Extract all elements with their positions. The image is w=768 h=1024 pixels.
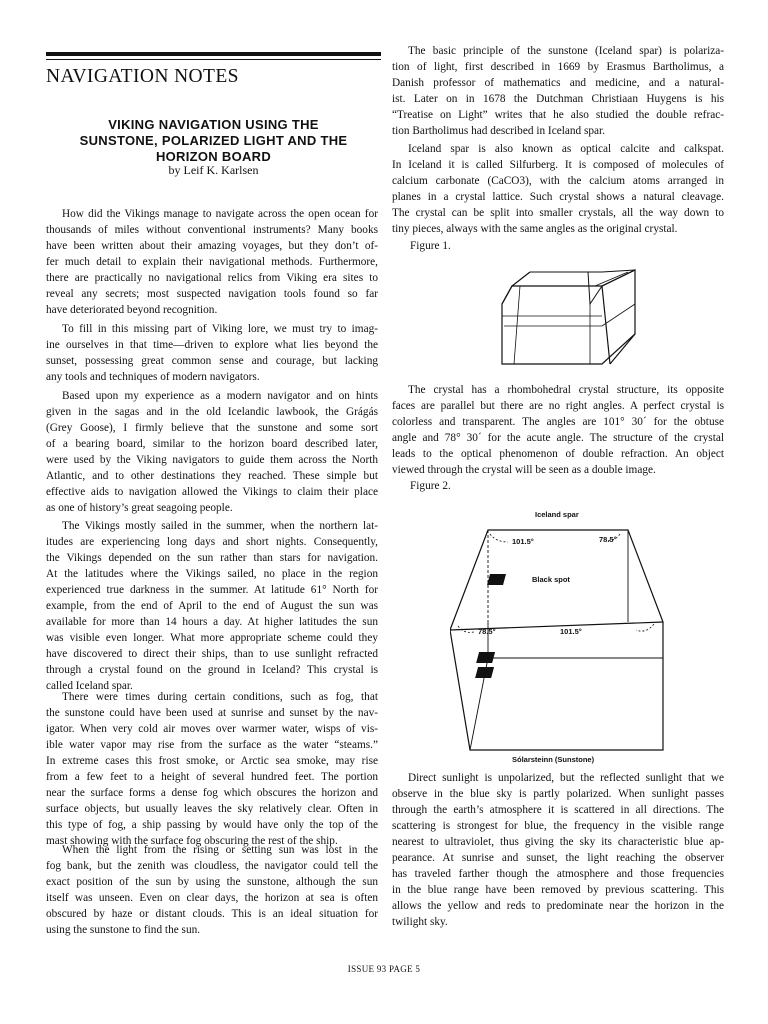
article-title-line: VIKING NAVIGATION USING THE bbox=[108, 117, 319, 132]
text-line: viewed through the crystal will be seen as a double image. bbox=[392, 464, 656, 476]
text-line: Based upon my experience as a modern navigator and on hints bbox=[62, 390, 378, 402]
text-line: mast showing with the surface fog obscuring the rest of the ship. bbox=[46, 835, 338, 847]
angle-bottom-right: 101.5° bbox=[560, 627, 582, 636]
paragraph bbox=[46, 518, 378, 694]
paragraph bbox=[46, 321, 378, 385]
text-line: Direct sunlight is unpolarized, but the reflected sunlight that we bbox=[408, 772, 724, 784]
figure2-caption: Sólarsteinn (Sunstone) bbox=[512, 755, 595, 764]
text-line: faces are parallel but there are no right angles. A perfect crystal is bbox=[392, 400, 724, 412]
text-line: The basic principle of the sunstone (Iceland spar) is polariza- bbox=[408, 45, 724, 57]
paragraph bbox=[46, 689, 378, 849]
text-line: “Treatise on Light” writes that he also studied the double refrac- bbox=[392, 109, 724, 121]
text-line: called Iceland spar. bbox=[46, 680, 133, 692]
text-line: given in the sagas and in the old Icelandic lawbook, the Grágás bbox=[46, 406, 378, 418]
text-line: available for more than 14 hours a day. At higher latitudes the sun bbox=[46, 616, 378, 628]
black-spot-lower-2 bbox=[475, 667, 494, 678]
black-spot-upper bbox=[487, 574, 506, 585]
text-line: example, from the end of April to the end of August the sun was bbox=[46, 600, 378, 612]
text-line: any tools and techniques of modern navigators. bbox=[46, 371, 260, 383]
text-line: through a crystal found on the ground in Iceland? This crystal is bbox=[46, 664, 378, 676]
header-rule-thick bbox=[46, 52, 381, 56]
text-line: calcium carbonate (CaCO3), with the calcium atoms arranged in bbox=[392, 175, 724, 187]
text-line: experienced true darkness in the summer. At latitude 61° North for bbox=[46, 584, 378, 596]
text-line: thousands of miles without conventional instruments? Many books bbox=[46, 224, 378, 236]
text-line: exact position of the sun by using the sunstone, although the sun bbox=[46, 876, 378, 888]
text-line: scattering is strongest for blue, the frequency in the visible range bbox=[392, 820, 724, 832]
text-line: fog bank, but the zenith was cloudless, the navigator could tell the bbox=[46, 860, 378, 872]
text-line: Iceland spar is also known as optical calcite and calkspat. bbox=[408, 143, 724, 155]
text-line: ible water vapor may rise from the surface as the water “steams.” bbox=[46, 739, 378, 751]
text-line: itself was unseen. Even on clear days, the horizon at sea is often bbox=[46, 892, 378, 904]
paragraph bbox=[392, 382, 724, 478]
text-line: When the light from the rising or setting sun was lost in the bbox=[62, 844, 378, 856]
text-line: igator. When very cold air moves over warmer water, wisps of vis- bbox=[46, 723, 378, 735]
text-line: using the sunstone to find the sun. bbox=[46, 924, 201, 936]
text-line: observe in the blue sky is partly polarized. When sunlight passes bbox=[392, 788, 724, 800]
text-line: have discovered to direct their ships, than to use sunlight refracted bbox=[46, 648, 378, 660]
figure2-label: Figure 2. bbox=[410, 480, 451, 492]
text-line: reveal any secrets; most suspected navigation tools found so far bbox=[46, 288, 378, 300]
text-line: there are practically no navigational relics from Viking era sites to bbox=[46, 272, 378, 284]
text-line: leads to the optical phenomenon of double refraction. An object bbox=[392, 448, 724, 460]
figure2-title: Iceland spar bbox=[535, 510, 579, 519]
text-line: allows the yellow and reds to predominate near the horizon in the bbox=[392, 900, 724, 912]
text-line: the Vikings depended on the sun rather than stars for navigation. bbox=[46, 552, 378, 564]
figure2-crystal-diagram bbox=[450, 518, 680, 758]
text-line: tiny pieces, always with the same angles as the original crystal. bbox=[392, 223, 678, 235]
paragraph bbox=[392, 770, 724, 930]
text-line: The Vikings mostly sailed in the summer, when the northern lat- bbox=[62, 520, 378, 532]
text-line: twilight sky. bbox=[392, 916, 448, 928]
text-line: near the surface forms a dense fog which obscures the horizon and bbox=[46, 787, 378, 799]
text-line: tion of light, first described in 1669 by Erasmus Bartholimus, a bbox=[392, 61, 724, 73]
paragraph bbox=[46, 388, 378, 516]
text-line: have deteriorated beyond recognition. bbox=[46, 304, 218, 316]
text-line: There were times during certain conditions, such as fog, that bbox=[62, 691, 378, 703]
text-line: were used by the Viking navigators to guide them across the North bbox=[46, 454, 378, 466]
text-line: as one of history’s great seagoing people. bbox=[46, 502, 233, 514]
text-line: ine ourselves in that time—driven to explore what lies beyond the bbox=[46, 339, 378, 351]
angle-bottom-left: 78.5° bbox=[478, 627, 496, 636]
article-title-line: HORIZON BOARD bbox=[155, 149, 272, 164]
text-line: tion Bartholimus had described in Iceland spar. bbox=[392, 125, 606, 137]
byline: by Leif K. Karlsen bbox=[168, 163, 259, 177]
text-line: (Grey Goose), I firmly believe that the sunstone and some sort bbox=[46, 422, 378, 434]
text-line: angle and 78° 30´ for the acute angle. The structure of the crystal bbox=[392, 432, 724, 444]
text-line: itudes are experiencing long days and short nights. Consequently, bbox=[46, 536, 378, 548]
figure1-label: Figure 1. bbox=[410, 240, 451, 252]
angle-top-right: 78.5° bbox=[599, 535, 617, 544]
text-line: this type of fog, a ship passing by would have only the top of the bbox=[46, 819, 378, 831]
section-title: NAVIGATION NOTES bbox=[46, 66, 239, 87]
text-line: of a bearing board, similar to the horizon board described later, bbox=[46, 438, 378, 450]
angle-top-left: 101.5° bbox=[512, 537, 534, 546]
text-line: nearest to ultraviolet, thus giving the sky its characteristic blue ap- bbox=[392, 836, 724, 848]
text-line: from a few feet to a height of several hundred feet. The portion bbox=[46, 771, 378, 783]
paragraph bbox=[392, 43, 724, 139]
text-line: fer much detail to explain their navigational methods. Furthermore, bbox=[46, 256, 378, 268]
article-title bbox=[46, 117, 381, 165]
black-spot-lower-1 bbox=[476, 652, 495, 663]
figure1-crystal-drawing bbox=[490, 264, 650, 376]
paragraph bbox=[46, 206, 378, 318]
text-line: through the earth’s atmosphere it is scattered in all directions. The bbox=[392, 804, 724, 816]
text-line: To fill in this missing part of Viking lore, we must try to imag- bbox=[62, 323, 378, 335]
text-line: The crystal has a rhombohedral crystal structure, its opposite bbox=[408, 384, 724, 396]
paragraph bbox=[46, 842, 378, 938]
article-title-line: SUNSTONE, POLARIZED LIGHT AND THE bbox=[79, 133, 348, 148]
text-line: How did the Vikings manage to navigate across the open ocean for bbox=[62, 208, 378, 220]
text-line: In Iceland it is called Silfurberg. It is composed of molecules of bbox=[392, 159, 724, 171]
text-line: has traveled farther though the atmosphere and those frequencies bbox=[392, 868, 724, 880]
text-line: effective aids to navigation allowed the Vikings to claim their place bbox=[46, 486, 378, 498]
text-line: have been written about their amazing voyages, but they don’t of- bbox=[46, 240, 378, 252]
text-line: Atlantic, and to other destinations they reached. These simple but bbox=[46, 470, 378, 482]
black-spot-label: Black spot bbox=[532, 575, 570, 584]
text-line: sunset, possessing great common sense and courage, but lacking bbox=[46, 355, 378, 367]
text-line: the sunstone could have been used at sunrise and sunset by the nav- bbox=[46, 707, 378, 719]
text-line: The crystal can be split into smaller crystals, all the way down to bbox=[392, 207, 724, 219]
text-line: At the latitudes where the Vikings sailed, no place in the region bbox=[46, 568, 378, 580]
text-line: colorless and transparent. The angles are 101° 30´ for the obtuse bbox=[392, 416, 724, 428]
text-line: in the blue range have been removed by previous scattering. This bbox=[392, 884, 724, 896]
text-line: obscured by haze or distant clouds. This is an ideal situation for bbox=[46, 908, 378, 920]
text-line: was visible even longer. What more appropriate scheme could they bbox=[46, 632, 378, 644]
text-line: planes in a crystal lattice. Such crystal shows a natural cleavage. bbox=[392, 191, 724, 203]
header-rule-thin bbox=[46, 59, 381, 60]
text-line: ist. Later on in 1678 the Dutchman Christiaan Huygens is his bbox=[392, 93, 724, 105]
page-footer: ISSUE 93 PAGE 5 bbox=[347, 964, 421, 974]
paragraph bbox=[392, 141, 724, 237]
text-line: surface objects, but usually leaves the sky relatively clear. Often in bbox=[46, 803, 378, 815]
text-line: pearance. At sunrise and sunset, the light reaching the observer bbox=[392, 852, 724, 864]
text-line: Danish professor of mathematics and medicine, and a natural- bbox=[392, 77, 724, 89]
text-line: In extreme cases this frost smoke, or Arctic sea smoke, may rise bbox=[46, 755, 378, 767]
